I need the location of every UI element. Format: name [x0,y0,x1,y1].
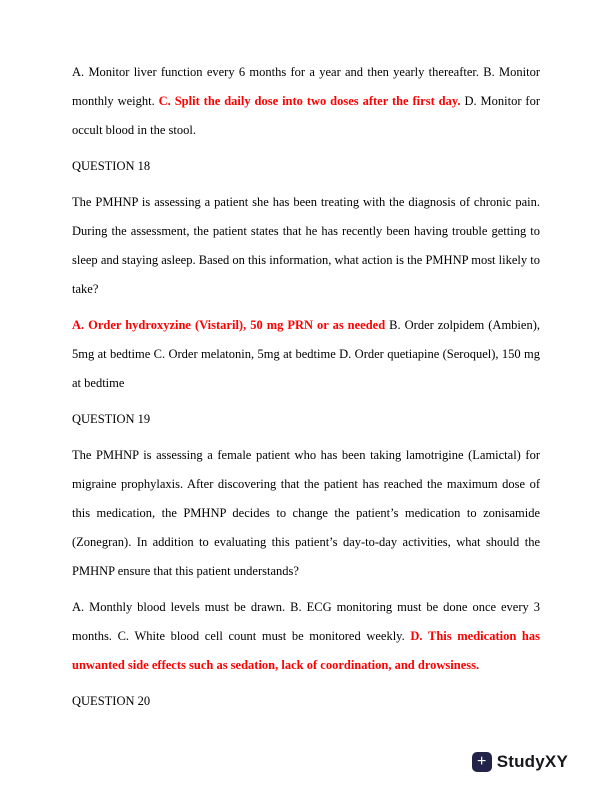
question-18-heading: QUESTION 18 [72,159,151,173]
option-text-pre: A. Monthly blood levels must be drawn. B. ECG monitoring must be done once every 3 months. C. White blood cell count must be monitored weekly. [72,600,540,643]
option-text-post: D. Monitor for occult blood in the stool. [72,94,540,137]
page-content [72,58,540,723]
brand-text [497,752,568,772]
correct-answer-text: A. Order hydroxyzine (Vistaril), 50 mg PRN or as needed [72,318,386,332]
question-20-heading: QUESTION 20 [72,694,151,708]
plus-icon: + [472,752,492,772]
question-19-heading: QUESTION 19 [72,412,151,426]
answer-options-q19 [72,593,540,680]
brand-study: Study [496,752,545,771]
option-text-pre: A. Monitor liver function every 6 months for a year and then yearly thereafter. B. Monitor monthly weight. [72,65,540,108]
correct-answer-text: D. This medication has unwanted side effects such as sedation, lack of coordination, and drowsiness. [72,629,540,672]
brand-xy: XY [544,752,568,771]
correct-answer-text: C. Split the daily dose into two doses after the first day. [158,94,461,108]
answer-options-q17 [72,58,540,145]
question-19-text: The PMHNP is assessing a female patient who has been taking lamotrigine (Lamictal) for migraine prophylaxis. After discovering that the patient has reached the maximum dose of this medication, the PMHNP decides to change the patient’s medication to zonisamide (Zonegran). In addition to evaluating this patient’s day-to-day activities, what should the PMHNP ensure that this patient understands? [72,448,540,578]
question-18-text: The PMHNP is assessing a patient she has been treating with the diagnosis of chronic pain. During the assessment, the patient states that he has recently been having trouble getting to sleep and staying asleep. Based on this information, what action is the PMHNP most likely to take? [72,195,540,296]
footer [472,752,568,772]
studyxy-logo [472,752,568,772]
answer-options-q18 [72,311,540,398]
option-text-post: B. Order zolpidem (Ambien), 5mg at bedtime C. Order melatonin, 5mg at bedtime D. Order quetiapine (Seroquel), 150 mg at bedtime [72,318,540,390]
